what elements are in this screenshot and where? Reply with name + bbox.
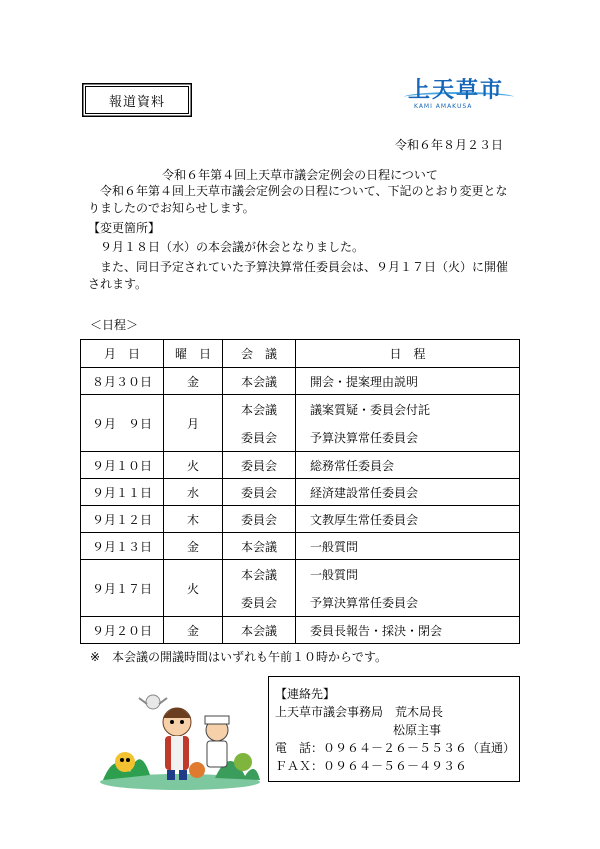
table-row xyxy=(81,479,520,506)
meeting-2: 委員会 xyxy=(240,595,277,610)
meeting-2: 委員会 xyxy=(240,430,277,445)
logo-subtext: KAMI AMAKUSA xyxy=(414,103,473,110)
row-meeting: 委員会 xyxy=(223,452,296,479)
row-date: ９月１７日 xyxy=(81,560,164,617)
row-item xyxy=(296,452,520,479)
document-date: 令和６年８月２３日 xyxy=(394,138,503,152)
row-day: 金 xyxy=(164,617,223,644)
change-line-2: また、同日予定されていた予算決算常任委員会は、９月１７日（火）に開催されます。 xyxy=(88,260,509,291)
row-meeting: 委員会 xyxy=(223,506,296,533)
row-date: ９月 ９日 xyxy=(81,395,164,452)
row-meeting xyxy=(223,560,296,617)
table-row xyxy=(81,533,520,560)
row-item xyxy=(296,533,520,560)
table-row xyxy=(81,368,520,395)
press-release-badge xyxy=(85,86,189,114)
row-item xyxy=(296,368,520,395)
logo-text: 上天草市 xyxy=(408,78,505,103)
table-row xyxy=(81,395,520,452)
meeting-1: 本会議 xyxy=(240,402,277,417)
col-day: 曜 日 xyxy=(164,340,223,368)
row-meeting: 本会議 xyxy=(223,617,296,644)
row-day: 金 xyxy=(164,368,223,395)
row-date: ９月１３日 xyxy=(81,533,164,560)
row-day: 火 xyxy=(164,560,223,617)
contact-tel: 電 話：０９６４－２６－５５３６（直通） xyxy=(275,741,516,755)
row-date: ８月３０日 xyxy=(81,368,164,395)
item-2: 予算決算常任委員会 xyxy=(310,430,419,445)
row-date: ９月１１日 xyxy=(81,479,164,506)
row-day: 水 xyxy=(164,479,223,506)
item-2: 予算決算常任委員会 xyxy=(310,595,419,610)
row-item xyxy=(296,479,520,506)
item-1: 一般質問 xyxy=(310,567,359,582)
col-date: 月 日 xyxy=(81,340,164,368)
row-item-text: 総務常任委員会 xyxy=(310,458,395,473)
col-meeting: 会 議 xyxy=(223,340,296,368)
row-date: ９月１２日 xyxy=(81,506,164,533)
row-day: 火 xyxy=(164,452,223,479)
contact-staff: 松原主事 xyxy=(393,723,442,737)
meeting-1: 本会議 xyxy=(240,567,277,582)
schedule-heading: ＜日程＞ xyxy=(90,318,139,332)
table-row xyxy=(81,560,520,617)
row-day: 金 xyxy=(164,533,223,560)
row-item-text: 経済建設常任委員会 xyxy=(310,485,419,500)
row-item-text: 委員長報告・採決・閉会 xyxy=(310,623,443,638)
change-line-1: ９月１８日（水）の本会議が休会となりました。 xyxy=(100,240,365,254)
badge-label: 報道資料 xyxy=(108,94,165,110)
row-meeting: 本会議 xyxy=(223,368,296,395)
row-item-text: 開会・提案理由説明 xyxy=(310,374,419,389)
row-item xyxy=(296,395,520,452)
row-item xyxy=(296,506,520,533)
row-day: 月 xyxy=(164,395,223,452)
col-schedule: 日 程 xyxy=(296,340,520,368)
document-title: 令和６年第４回上天草市議会定例会の日程について xyxy=(162,168,438,182)
footnote: ※ 本会議の開議時間はいずれも午前１０時からです。 xyxy=(90,650,387,664)
table-row xyxy=(81,506,520,533)
row-item xyxy=(296,617,520,644)
contact-box xyxy=(268,676,520,782)
table-header-row xyxy=(81,340,520,368)
row-item-text: 一般質問 xyxy=(310,539,359,554)
row-meeting xyxy=(223,395,296,452)
row-date: ９月１０日 xyxy=(81,452,164,479)
change-heading: 【変更箇所】 xyxy=(88,221,161,235)
row-meeting: 本会議 xyxy=(223,533,296,560)
city-logo xyxy=(408,78,510,112)
row-date: ９月２０日 xyxy=(81,617,164,644)
table-row xyxy=(81,452,520,479)
schedule-table xyxy=(80,339,520,644)
contact-fax: ＦＡＸ：０９６４－５６－４９３６ xyxy=(275,759,468,773)
item-1: 議案質疑・委員会付託 xyxy=(310,402,431,417)
row-item-text: 文教厚生常任委員会 xyxy=(310,512,419,527)
contact-office: 上天草市議会事務局 荒木局長 xyxy=(275,705,444,719)
row-item xyxy=(296,560,520,617)
row-day: 木 xyxy=(164,506,223,533)
intro-paragraph: 令和６年第４回上天草市議会定例会の日程について、下記のとおり変更となりましたのでお知らせします。 xyxy=(88,184,508,215)
table-row xyxy=(81,617,520,644)
mascot-illustration xyxy=(95,690,265,790)
row-meeting: 委員会 xyxy=(223,479,296,506)
contact-heading: 【連絡先】 xyxy=(275,687,336,701)
